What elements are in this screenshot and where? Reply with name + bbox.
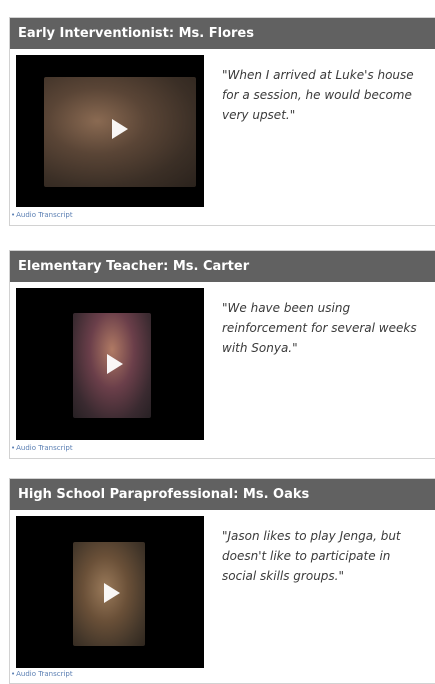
quote-text: "When I arrived at Luke's house for a session, he would become very upset." <box>222 68 414 122</box>
bullet-icon: • <box>11 670 16 678</box>
audio-transcript-link[interactable] <box>11 444 73 452</box>
play-icon[interactable] <box>112 119 128 139</box>
video-player[interactable] <box>16 516 204 668</box>
bullet-icon: • <box>11 444 16 452</box>
play-icon[interactable] <box>107 354 123 374</box>
play-icon[interactable] <box>104 583 120 603</box>
video-card-flores <box>9 17 435 226</box>
video-card-carter <box>9 250 435 459</box>
video-player[interactable] <box>16 288 204 440</box>
video-player[interactable] <box>16 55 204 207</box>
card-title: Elementary Teacher: Ms. Carter <box>10 251 435 282</box>
audio-transcript-link[interactable] <box>11 211 73 219</box>
audio-transcript-link[interactable] <box>11 670 73 678</box>
audio-transcript-label: Audio Transcript <box>16 444 73 452</box>
card-title: High School Paraprofessional: Ms. Oaks <box>10 479 435 510</box>
quote-text: "We have been using reinforcement for several weeks with Sonya." <box>222 301 417 355</box>
audio-transcript-label: Audio Transcript <box>16 211 73 219</box>
audio-transcript-label: Audio Transcript <box>16 670 73 678</box>
card-title: Early Interventionist: Ms. Flores <box>10 18 435 49</box>
video-card-oaks <box>9 478 435 684</box>
quote-text: "Jason likes to play Jenga, but doesn't like to participate in social skills groups." <box>222 529 401 583</box>
bullet-icon: • <box>11 211 16 219</box>
